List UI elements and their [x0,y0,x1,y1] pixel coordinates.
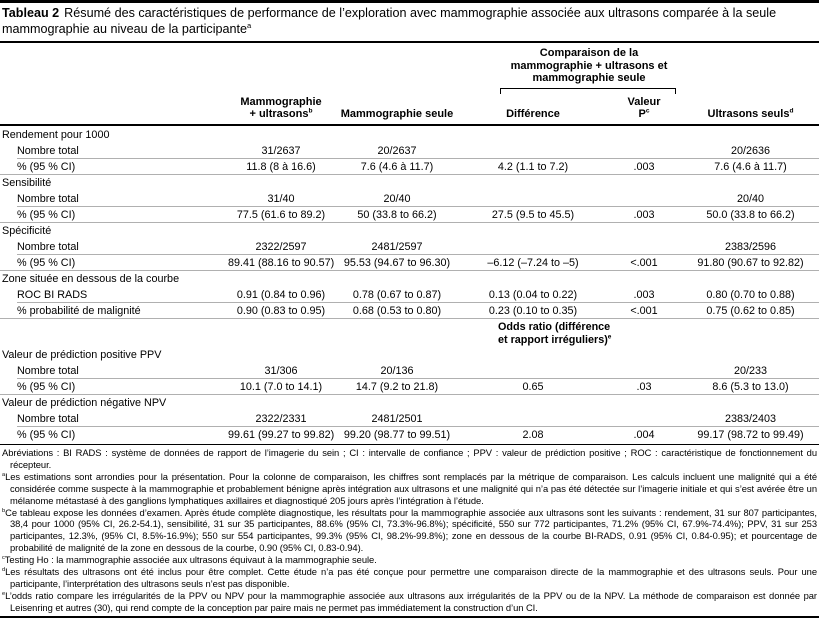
table-row [0,207,819,223]
header-footnote-marker: b [308,107,313,115]
table-cell: 11.8 (8 à 16.6) [246,160,316,173]
table-cell: <.001 [630,304,658,317]
table-cell: .003 [633,208,655,221]
table-cell: .003 [633,288,655,301]
table-row [0,159,819,175]
table-cell [606,191,682,207]
table-cell: 99.61 (99.27 to 99.82) [228,428,335,441]
table-cell [606,239,682,255]
table-cell: 99.17 (98.72 to 99.49) [697,428,804,441]
table-row [0,255,819,271]
table-title-text: Résumé des caractéristiques de performance de l’exploration avec mammographie associée aux ultrasons comparée à la seule mammographie au niveau de la participante [2,6,777,36]
row-label: % (95 % CI) [17,208,76,221]
table-cell: 20/2636 [730,144,771,157]
table-cell [606,411,682,427]
table-row [0,411,819,427]
table-cell: 2383/2403 [724,412,777,425]
footnote-e: $^e$L’odds ratio compare les irrégularités de la PPV ou NPV pour la mammographie associée aux ultrasons aux irrégularités de la PPV ou de la NPV. La méthode de comparaison est donnée par Leisenring et autres (30), qui rend compte de la conception par paire mais ne permet pas immédiatement la construction d’un CI. [2,589,817,613]
odds-footnote-marker: e [607,332,612,340]
row-label: Nombre total [17,144,79,157]
table-cell: <.001 [630,256,658,269]
comparison-spanner [460,46,682,94]
row-label: Valeur de prédiction positive PPV [2,348,162,361]
row-label: % (95 % CI) [17,380,76,393]
table-cell [460,239,606,255]
header-footnote-marker: d [789,107,794,115]
column-header-difference: Différence [506,108,560,120]
row-label: Nombre total [17,240,79,253]
table-cell: .03 [636,380,652,393]
table-number: Tableau 2 [2,6,60,20]
table-cell: 31/2637 [261,144,301,157]
spanner-bracket [500,88,676,94]
table-cell: 10.1 (7.0 to 14.1) [239,380,323,393]
table-row [0,287,819,303]
table-cell: 95.53 (94.67 to 96.30) [343,256,451,269]
table-cell: 77.5 (61.6 to 89.2) [236,208,326,221]
table-cell: 20/233 [733,364,768,377]
row-label: % (95 % CI) [17,256,76,269]
table-cell: .003 [633,160,655,173]
footnote-marker: b [2,507,6,514]
row-label: Valeur de prédiction négative NPV [2,396,167,409]
header-footnote-marker: c [645,107,650,115]
column-header-ultrasons-seuls: Ultrasons seuls$^d$ [707,107,794,120]
table-row-section [0,175,819,191]
column-header-mammographie-ultrasons: Mammographie + ultrasons$^b$ [240,95,322,120]
table-cell: 27.5 (9.5 to 45.5) [491,208,575,221]
table-cell [606,363,682,379]
table-cell: 20/2637 [377,144,417,157]
table-row-section [0,347,819,363]
table-row [0,427,819,443]
table-row [0,379,819,395]
table-cell [460,143,606,159]
table-cell: 2481/2597 [371,240,423,253]
table-row-section [0,271,819,287]
footnote-marker: e [2,590,6,597]
table-row [0,191,819,207]
table-row-section [0,395,819,411]
table-row [0,303,819,319]
table-cell: 8.6 (5.3 to 13.0) [712,380,789,393]
table-row-section [0,127,819,143]
table-row [0,143,819,159]
table-cell: .004 [633,428,655,441]
table-cell: 91.80 (90.67 to 92.82) [697,256,804,269]
table-cell: 0.65 [522,380,544,393]
table-cell: 0.91 (0.84 to 0.96) [236,288,326,301]
table-cell: 0.75 (0.62 to 0.85) [706,304,795,317]
table-cell: 2481/2501 [371,412,423,425]
table-cell: 20/40 [383,192,411,205]
table-header [0,43,819,126]
row-label: Sensibilité [2,176,52,189]
row-label: % probabilité de malignité [17,304,141,317]
footnote-b: $^b$Ce tableau expose les données d’examen. Après étude complète diagnostique, les résultats pour la mammographie associée aux ultrasons sont les suivants : rendement, 31 sur 807 participantes, 38,4 pour 1000 (95% CI, 26.2-54.1), sensibilité, 31 sur 35 participantes, 88.6% (95% CI, 73.3%-96.8%); spécificité, 550 sur 772 participantes, 71.2% (95% CI, 67.9%-74.4%); PPV, 31 sur 253 participantes, 12.3%, (95% CI, 8.5%-16.9%); 550 sur 554 participantes, 99.3% (95% CI, 98.2%-99.8%); zone en dessous de la courbe BI-RADS, 0.91 (95% CI, 0.84-0.95); et pourcentage de probabilité de malignité de la zone en dessous de la courbe, 0.90 (95% CI, 0.83-0.94). [2,506,817,554]
row-label: Spécificité [2,224,52,237]
comparison-spanner-label: Comparaison de la mammographie + ultrasons et mammographie seule [510,47,668,84]
table-cell: 0.23 (0.10 to 0.35) [488,304,578,317]
row-label: Zone située en dessous de la courbe [2,272,180,285]
row-label: Nombre total [17,192,79,205]
table-cell: 20/136 [380,364,414,377]
table-cell: 89.41 (88.16 to 90.57) [228,256,335,269]
table-cell: 0.68 (0.53 to 0.80) [352,304,442,317]
table-row [0,239,819,255]
row-label: % (95 % CI) [17,428,76,441]
table-cell: 31/40 [267,192,295,205]
table-cell: 99.20 (98.77 to 99.51) [343,428,451,441]
table-cell: 20/40 [736,192,765,205]
table-cell: 2383/2596 [724,240,777,253]
table-cell: 0.78 (0.67 to 0.87) [352,288,442,301]
title-footnote-marker: a [247,20,252,30]
table-cell: 2322/2597 [255,240,307,253]
table-cell: 0.90 (0.83 to 0.95) [236,304,326,317]
footnote-marker: a [2,471,6,478]
table-cell [606,143,682,159]
table-cell: 31/306 [264,364,298,377]
column-header-mammographie-seule: Mammographie seule [340,108,454,120]
table-cell: 0.80 (0.70 to 0.88) [706,288,795,301]
table-cell: 50.0 (33.8 to 66.2) [706,208,795,221]
table-cell [460,411,606,427]
table-body [0,126,819,443]
table-cell: 7.6 (4.6 à 11.7) [360,160,434,173]
row-label: Rendement pour 1000 [2,128,110,141]
table-cell: 14.7 (9.2 to 21.8) [355,380,439,393]
footnote-c: $^c$Testing Ho : la mammographie associée aux ultrasons équivaut à la mammographie seule. [2,554,377,566]
footnote-a: $^a$Les estimations sont arrondies pour la présentation. Pour la colonne de comparaison, les chiffres sont remplacés par la métrique de comparaison. Les calculs incluent une malignité qui a été considérée comme suspecte à la mammographie et probablement bénigne après intégration aux ultrasons et une malignité qui n’a pas été détectée sur l’imagerie initiale et qui s’est avérée être un mélanome métastasé à des ganglions lymphatiques axillaires et diagnostiqué 205 jours après l’intégration à l’étude. [2,470,817,506]
odds-ratio-spanner: Odds ratio (différence et rapport irréguliers)$^e$ [498,320,612,346]
footnotes [0,444,819,618]
footnote-d: $^d$Les résultats des ultrasons ont été inclus pour être complet. Cette étude n’a pas été conçue pour permettre une comparaison directe de la mammographie et des ultrasons seuls. Pour une participante, l’interprétation des ultrasons seuls n’est pas disponible. [2,566,817,589]
table-row-section [0,223,819,239]
table-cell [460,191,606,207]
table-cell [460,363,606,379]
table-row [0,363,819,379]
column-header-valeur-p: Valeur $P^c$ [627,95,661,120]
row-label: ROC BI RADS [17,288,88,301]
footnote-abbreviations: Abréviations : BI RADS : système de données de rapport de l’imagerie du sein ; CI : intervalle de confiance ; PPV : valeur de prédiction positive ; ROC : caractéristique de fonctionnement du récepteur. [2,447,817,470]
table-cell: 2322/2331 [255,412,307,425]
table-cell: 4.2 (1.1 to 7.2) [497,160,569,173]
table-cell: 0.13 (0.04 to 0.22) [488,288,578,301]
table-cell: 2.08 [522,428,544,441]
footnote-marker: d [2,566,6,573]
row-label: % (95 % CI) [17,160,76,173]
table-cell: 7.6 (4.6 à 11.7) [714,160,787,173]
table-cell: –6.12 (–7.24 to –5) [487,256,579,269]
table-title [0,3,819,43]
footnote-marker: c [2,555,5,562]
table-cell: 50 (33.8 to 66.2) [357,208,437,221]
row-label: Nombre total [17,364,79,377]
row-label: Nombre total [17,412,79,425]
